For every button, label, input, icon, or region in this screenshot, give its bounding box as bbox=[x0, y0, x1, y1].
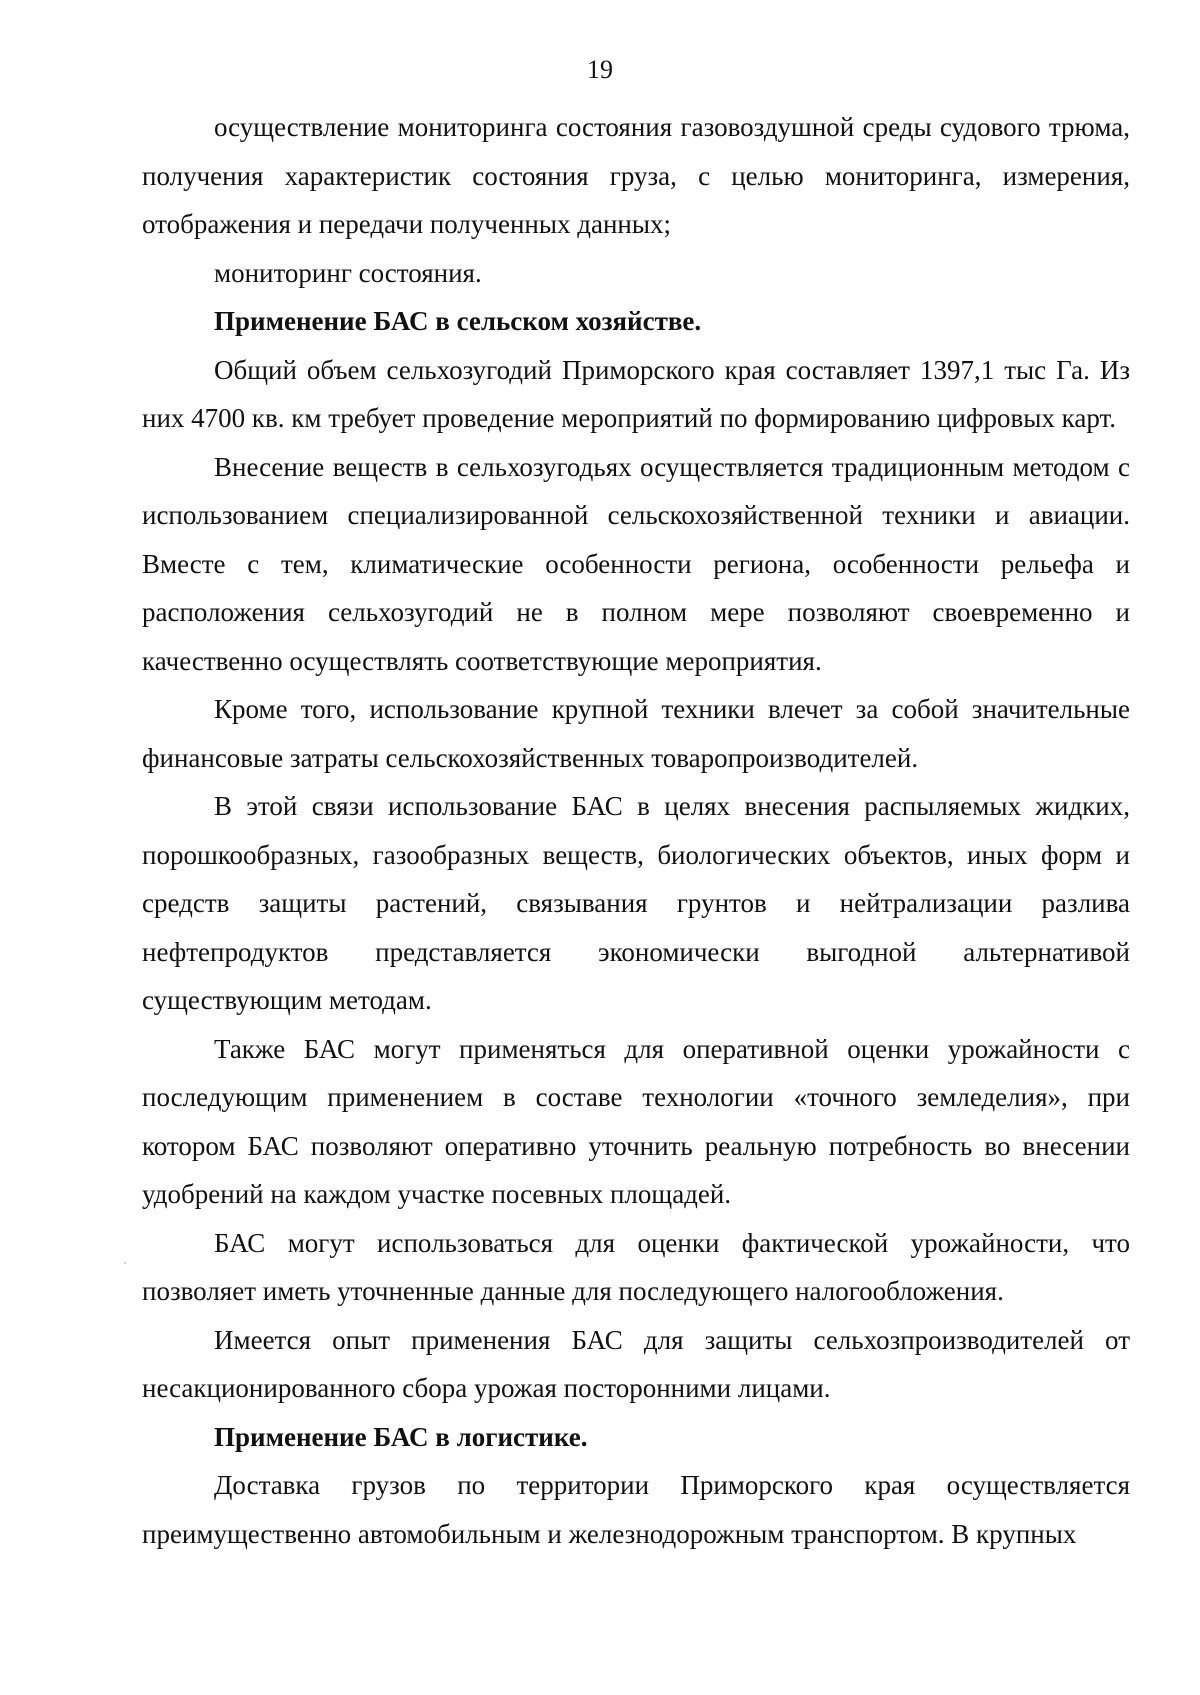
paragraph-farmland-area: Общий объем сельхозугодий Приморского края составляет 1397,1 тыс Га. Из них 4700 кв. км требует проведение мероприятий по формированию цифровых карт. bbox=[142, 354, 1130, 433]
section-heading-agriculture: Применение БАС в сельском хозяйстве. bbox=[214, 306, 702, 336]
page-number: 19 bbox=[587, 55, 613, 84]
paragraph-precision-farming: Также БАС могут применяться для оперативной оценки урожайности с последующим применением в составе технологии «точного земледелия», при котором БАС позволяют оперативно уточнить реальную потребность во внесении удобрений на каждом участке посевных площадей. bbox=[142, 1033, 1130, 1209]
paragraph-state-monitoring: мониторинг состояния. bbox=[214, 257, 482, 288]
paragraph-financial-costs: Кроме того, использование крупной техники влечет за собой значительные финансовые затраты сельскохозяйственных товаропроизводителей. bbox=[142, 694, 1130, 773]
paragraph-substance-application: Внесение веществ в сельхозугодьях осуществляется традиционным методом с использованием специализированной сельскохозяйственной техники и авиации. Вместе с тем, климатические особенности региона, особенности рельефа и расположения сельхозугодий не в полном мере позволяют своевременно и качественно осуществлять соответствующие мероприятия. bbox=[142, 451, 1130, 676]
paragraph-yield-assessment: БАС могут использоваться для оценки фактической урожайности, что позволяет иметь уточненные данные для последующего налогообложения. bbox=[142, 1227, 1130, 1306]
paragraph-harvest-protection: Имеется опыт применения БАС для защиты сельхозпроизводителей от несакционированного сбора урожая посторонними лицами. bbox=[142, 1324, 1130, 1403]
document-body bbox=[142, 103, 1130, 1558]
paragraph-cargo-delivery: Доставка грузов по территории Приморского края осуществляется преимущественно автомобильным и железнодорожным транспортом. В крупных bbox=[142, 1470, 1130, 1549]
paragraph-monitoring-hold: осуществление мониторинга состояния газовоздушной среды судового трюма, получения характеристик состояния груза, с целью мониторинга, измерения, отображения и передачи полученных данных; bbox=[142, 112, 1130, 239]
scan-speck bbox=[124, 1262, 126, 1264]
section-heading-logistics: Применение БАС в логистике. bbox=[214, 1421, 588, 1452]
paragraph-bas-alternative: В этой связи использование БАС в целях внесения распыляемых жидких, порошкообразных, газообразных веществ, биологических объектов, иных форм и средств защиты растений, связывания грунтов и нейтрализации разлива нефтепродуктов представляется экономически выгодной альтернативой существующим методам. bbox=[142, 791, 1130, 1015]
